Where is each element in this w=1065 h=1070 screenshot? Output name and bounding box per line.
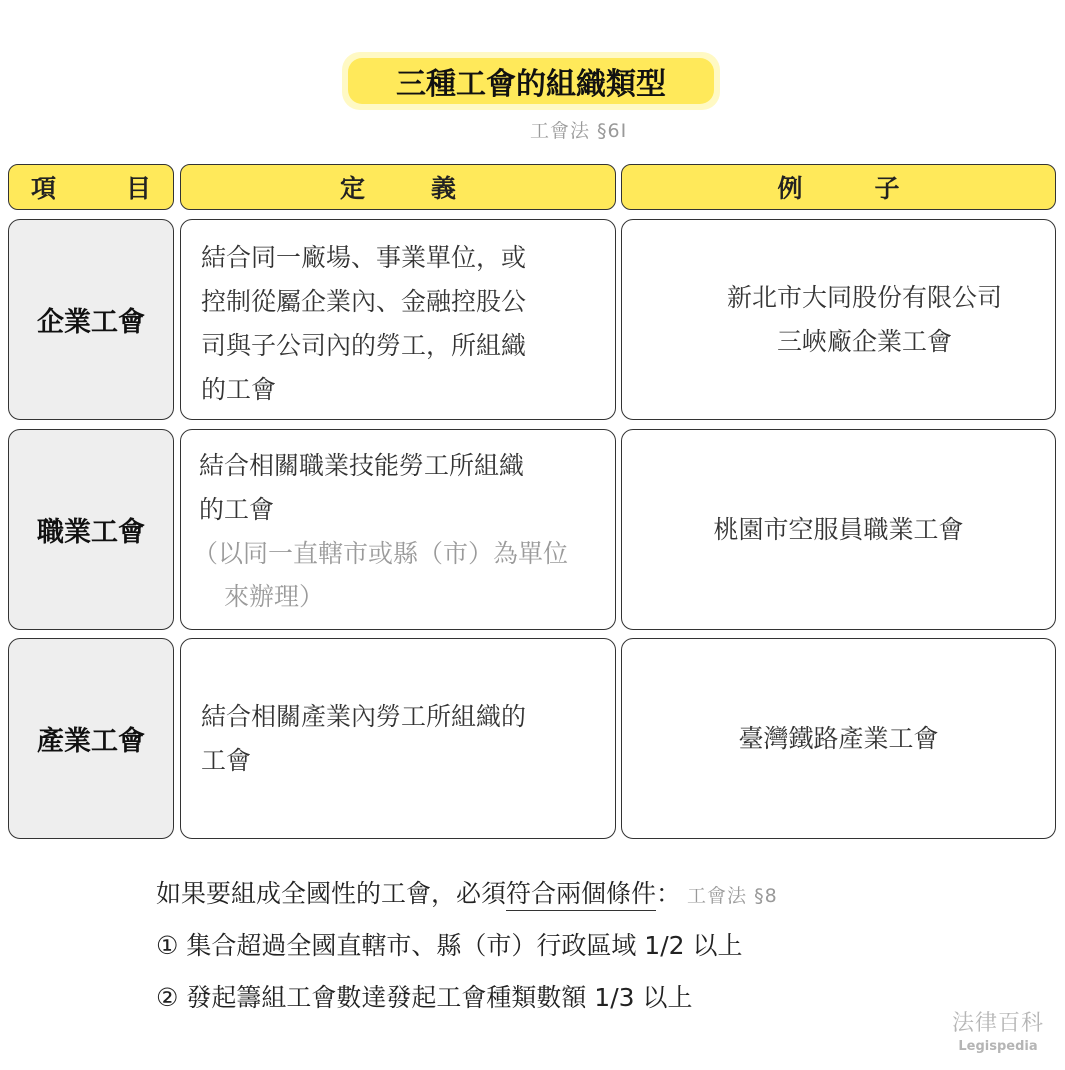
definition-line: 工會 [201,746,252,775]
row-definition-industrial [180,638,616,839]
definition-line: 結合相關產業內勞工所組織的 [201,702,527,731]
definition-line: 的工會 [201,375,277,404]
header-item-char-2: 目 [125,174,151,203]
definition-line: 司與子公司內的勞工，所組織 [201,331,527,360]
header-definition-char-1: 定 [339,174,365,203]
brand-logo [943,1006,1053,1054]
header-example [621,164,1056,210]
definition-note: （以同一直轄市或縣（市）為單位 [193,539,569,568]
national-condition-2: ② 發起籌組工會數達發起工會種類數額 1/3 以上 [156,983,693,1012]
header-definition-char-2: 義 [431,174,457,203]
row-definition-occupational [180,429,616,630]
example-line: 桃園市空服員職業工會 [713,514,964,544]
header-example-char-1: 例 [777,174,803,203]
row-item-occupational: 職業工會 [8,429,174,630]
national-intro [156,874,778,910]
national-intro-colon: ： [656,879,682,908]
header-item-char-1: 項 [31,174,57,203]
national-intro-text: 如果要組成全國性的工會，必須 [156,879,507,908]
national-intro-underlined: 符合兩個條件 [506,879,656,911]
definition-line: 的工會 [199,495,275,524]
row-definition-enterprise [180,219,616,420]
brand-subtitle: Legispedia [958,1039,1038,1054]
definition-line: 結合相關職業技能勞工所組織 [199,451,525,480]
title-reference: 工會法 §6Ⅰ [530,120,628,142]
definition-line: 控制從屬企業內、金融控股公 [201,287,527,316]
header-item [8,164,174,210]
definition-line: 結合同一廠場、事業單位，或 [201,243,527,272]
header-example-char-2: 子 [874,174,900,203]
national-condition-1: ① 集合超過全國直轄市、縣（市）行政區域 1/2 以上 [156,931,743,960]
example-line: 新北市大同股份有限公司 [726,282,1002,312]
row-example-industrial [621,638,1056,839]
row-example-enterprise [621,219,1056,420]
page-title: 三種工會的組織類型 [348,58,714,104]
national-reference: 工會法 §8 [687,885,778,907]
row-example-occupational [621,429,1056,630]
example-line: 臺灣鐵路產業工會 [738,723,939,753]
example-line: 三峽廠企業工會 [776,326,952,356]
row-item-industrial: 產業工會 [8,638,174,839]
title-banner [342,52,720,110]
row-item-enterprise: 企業工會 [8,219,174,420]
header-definition [180,164,616,210]
brand-name: 法律百科 [951,1011,1044,1036]
definition-note: 來辦理） [199,582,325,611]
